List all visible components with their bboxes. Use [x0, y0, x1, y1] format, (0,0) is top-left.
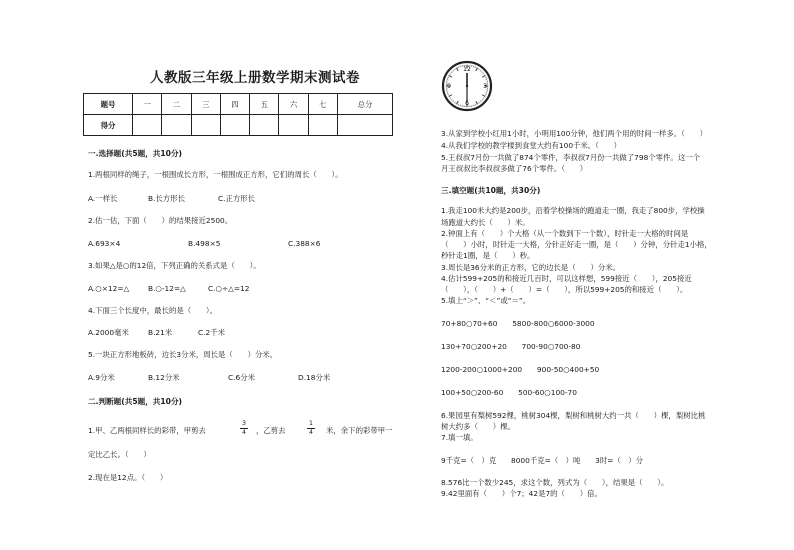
question-5: 5.一块正方形地板砖，边长3分米，周长是（ ）分米。: [88, 350, 278, 359]
fill-2-line-2: （ ）小时，时针走一大格，分针正好走一圈，是（ ）分钟，分针走1小格，: [441, 240, 712, 249]
fill-8: 8.576比一个数少245，求这个数，列式为（ ），结果是（ ）。: [441, 478, 669, 487]
clock-tick: [475, 67, 476, 68]
fraction-1-4: [307, 420, 315, 436]
clock-tick: [457, 68, 459, 71]
q2-option-c: C.388×6: [288, 239, 321, 248]
score-table-score-row: [84, 115, 393, 136]
fill-5: 5.填上“＞”、“＜”或“＝”。: [441, 296, 531, 305]
fraction-numerator: 1: [309, 420, 313, 427]
score-table-header-row: [84, 94, 393, 115]
section-2-title: 二.判断题(共5题，共10分): [88, 397, 183, 406]
clock-tick: [453, 100, 454, 101]
q5-option-c: C.6分米: [228, 373, 255, 382]
clock-tick: [480, 100, 481, 101]
fill-9: 9.42里面有（ ）个7；42是7的（ ）倍。: [441, 489, 602, 498]
score-input-cell[interactable]: [162, 115, 191, 136]
fraction-3-4: [240, 420, 248, 436]
score-input-cell[interactable]: [337, 115, 392, 136]
clock-tick: [485, 94, 486, 95]
fill-1-line-2: 场跑道大约长（ ）米。: [441, 218, 530, 227]
score-cell: 七: [308, 94, 337, 115]
judge-5-line-2: 月王叔叔比李叔叔多做了76个零件。（ ）: [441, 164, 588, 173]
fraction-denominator: 4: [242, 429, 246, 436]
clock-tick: [483, 97, 484, 98]
score-input-cell[interactable]: [250, 115, 279, 136]
clock-tick: [480, 70, 481, 71]
fill-7: 7.填一填。: [441, 433, 478, 442]
clock-tick: [476, 101, 478, 104]
clock-tick: [450, 74, 451, 75]
clock-numeral-9: 9: [447, 83, 451, 90]
q1-option-b: B.长方形长: [148, 194, 185, 203]
question-3: 3.如果△是○的12倍，下列正确的关系式是（ ）。: [88, 261, 261, 270]
clock-tick: [481, 99, 482, 100]
score-cell: 四: [220, 94, 249, 115]
judge-5-line-1: 5.王叔叔7月份一共做了874个零件，李叔叔7月份一共做了798个零件。这一个: [441, 153, 700, 162]
score-cell: 题号: [84, 94, 133, 115]
fill-7-line: 9千克=（ ）克 8000千克=（ ）吨 3时=（ ）分: [441, 456, 643, 465]
fill-6-line-1: 6.果园里有梨树592棵，桃树304棵，梨树和桃树大约一共（ ）棵，梨树比桃: [441, 411, 706, 420]
score-cell: 五: [250, 94, 279, 115]
score-cell: 二: [162, 94, 191, 115]
question-1: 1.两根同样的绳子，一根围成长方形，一根围成正方形，它们的周长（ ）。: [88, 170, 343, 179]
fill-2-line-3: 秒针走1圈，是（ ）秒。: [441, 251, 535, 260]
score-input-cell[interactable]: [191, 115, 220, 136]
judge-1-part-d: 定比乙长。（ ）: [88, 450, 151, 459]
section-1-title: 一.选择题(共5题，共10分): [88, 149, 183, 158]
clock-numeral-6: 6: [465, 100, 469, 107]
judge-1-part-a: 1.甲、乙两根同样长的彩带，甲剪去: [88, 426, 206, 435]
clock-tick: [449, 95, 452, 97]
clock-tick: [482, 95, 485, 97]
clock-tick: [457, 101, 459, 104]
compare-row-1: 70+80○70+60 5800-800○6000-3000: [441, 319, 595, 328]
fill-3: 3.周长是36分米的正方形，它的边长是（ ）分米。: [441, 263, 621, 272]
score-cell: 六: [279, 94, 308, 115]
judge-3: 3.从家到学校小红用1小时，小明用100分钟，他们两个用的时间一样多。（ ）: [441, 129, 708, 138]
question-4: 4.下面三个长度中，最长的是（ ）。: [88, 306, 217, 315]
q1-option-c: C.正方形长: [218, 194, 256, 203]
fill-1-line-1: 1.我走100米大约是200步，沿着学校操场的跑道走一圈，我走了800步，学校操: [441, 206, 705, 215]
question-2: 2.估一估，下面（ ）的结果接近2500。: [88, 216, 233, 225]
clock-tick: [475, 104, 476, 105]
score-cell: 三: [191, 94, 220, 115]
score-cell: 一: [133, 94, 162, 115]
judge-2: 2.现在是12点。（ ）: [88, 473, 168, 482]
q4-option-c: C.2千米: [198, 328, 225, 337]
fill-2-line-1: 2.钟面上有（ ）个大格（从一个数到下一个数），时针走一大格的时间是: [441, 229, 689, 238]
clock-tick: [453, 70, 454, 71]
q2-option-b: B.498×5: [188, 239, 221, 248]
clock-tick: [455, 102, 456, 103]
clock-tick: [482, 76, 485, 78]
clock-tick: [448, 77, 449, 78]
q3-option-c: C.○÷△=12: [208, 284, 250, 293]
clock-numeral-3: 3: [483, 83, 487, 90]
judge-1-part-b: ，乙剪去: [256, 426, 286, 435]
judge-4: 4.从我们学校的教学楼到食堂大约有100千米。（ ）: [441, 141, 622, 150]
fraction-denominator: 4: [309, 429, 313, 436]
clock-tick: [455, 69, 456, 70]
clock-tick: [449, 76, 452, 78]
score-table: [83, 93, 393, 136]
q1-option-a: A.一样长: [88, 194, 118, 203]
judge-1-part-c: 米，余下的彩带甲一: [326, 426, 393, 435]
score-input-cell[interactable]: [279, 115, 308, 136]
q4-option-a: A.2000毫米: [88, 328, 129, 337]
q5-option-d: D.18分米: [298, 373, 331, 382]
clock-tick: [478, 102, 479, 103]
fill-6-line-2: 树大约多（ ）棵。: [441, 422, 515, 431]
clock-tick: [478, 69, 479, 70]
compare-row-3: 1200-200○1000+200 900-50○400+50: [441, 365, 600, 374]
compare-row-2: 130+70○200+20 700-90○700-80: [441, 342, 581, 351]
compare-row-4: 100+50○200-60 500-60○100-70: [441, 388, 577, 397]
q5-option-a: A.9分米: [88, 373, 115, 382]
q5-option-b: B.12分米: [148, 373, 180, 382]
page-title: 人教版三年级上册数学期末测试卷: [150, 70, 360, 86]
fill-4-line-2: （ ），（ ）+（ ）=（ ），所以599+205的和接近（ ）。: [441, 285, 688, 294]
clock-tick: [483, 74, 484, 75]
clock-tick: [450, 97, 451, 98]
clock-center: [466, 85, 468, 87]
q2-option-a: A.693×4: [88, 239, 121, 248]
score-input-cell[interactable]: [308, 115, 337, 136]
section-3-title: 三.填空题(共10题，共30分): [441, 186, 541, 195]
clock-tick: [451, 72, 452, 73]
clock-tick: [485, 77, 486, 78]
score-input-cell[interactable]: [220, 115, 249, 136]
q3-option-a: A.○×12=△: [88, 284, 130, 293]
fraction-numerator: 3: [242, 420, 246, 427]
q4-option-b: B.21米: [148, 328, 173, 337]
clock-tick: [458, 67, 459, 68]
clock-tick: [481, 72, 482, 73]
clock-tick: [458, 104, 459, 105]
fill-4-line-1: 4.估计599+205的和接近几百时，可以这样想，599接近（ ），205接近: [441, 274, 692, 283]
score-cell: 得分: [84, 115, 133, 136]
clock-numeral-12: 12: [463, 66, 471, 73]
q3-option-b: B.○-12=△: [148, 284, 186, 293]
clock-tick: [448, 94, 449, 95]
clock-icon: [441, 60, 493, 112]
score-input-cell[interactable]: [133, 115, 162, 136]
clock-tick: [451, 99, 452, 100]
score-cell: 总分: [337, 94, 392, 115]
clock-tick: [476, 68, 478, 71]
